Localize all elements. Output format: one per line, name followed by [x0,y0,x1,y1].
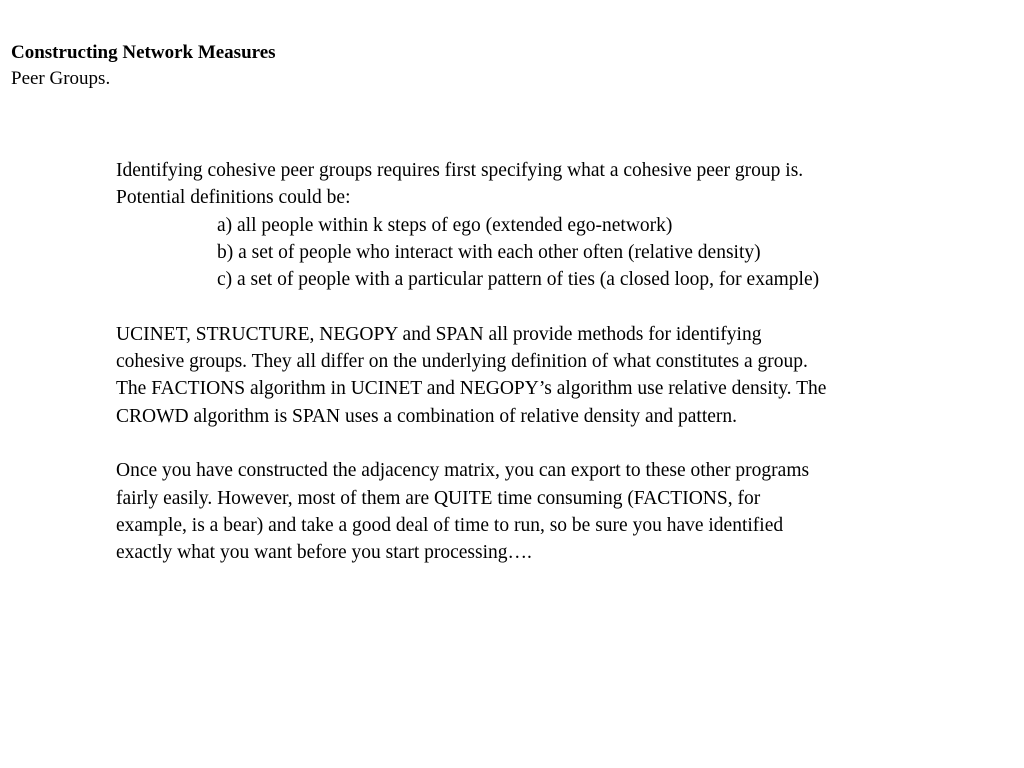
paragraph-export [116,457,996,566]
slide-title: Constructing Network Measures [11,42,276,63]
text-line: CROWD algorithm is SPAN uses a combination of relative density and pattern. [116,405,738,427]
text-line: The FACTIONS algorithm in UCINET and NEGOPY’s algorithm use relative density. The [116,378,827,400]
slide-subtitle: Peer Groups. [11,68,111,89]
paragraph-definitions [116,157,996,293]
text-line: exactly what you want before you start processing…. [116,542,532,564]
text-line: fairly easily. However, most of them are QUITE time consuming (FACTIONS, for [116,487,761,509]
text-line: UCINET, STRUCTURE, NEGOPY and SPAN all provide methods for identifying [116,323,762,345]
slide-header [11,40,276,92]
slide-body [116,157,996,566]
intro-line: Identifying cohesive peer groups requires first specifying what a cohesive peer group is. [116,160,804,181]
paragraph-software [116,321,996,430]
text-line: example, is a bear) and take a good deal of time to run, so be sure you have identified [116,514,784,536]
text-line: Once you have constructed the adjacency matrix, you can export to these other programs [116,460,810,482]
definition-item-b: b) a set of people who interact with each other often (relative density) [217,241,761,263]
text-line: cohesive groups. They all differ on the underlying definition of what constitutes a group. [116,351,808,373]
definition-item-a: a) all people within k steps of ego (extended ego-network) [217,214,673,236]
definition-list [116,212,996,294]
intro-line: Potential definitions could be: [116,187,351,209]
definition-item-c: c) a set of people with a particular pattern of ties (a closed loop, for example) [217,269,820,291]
